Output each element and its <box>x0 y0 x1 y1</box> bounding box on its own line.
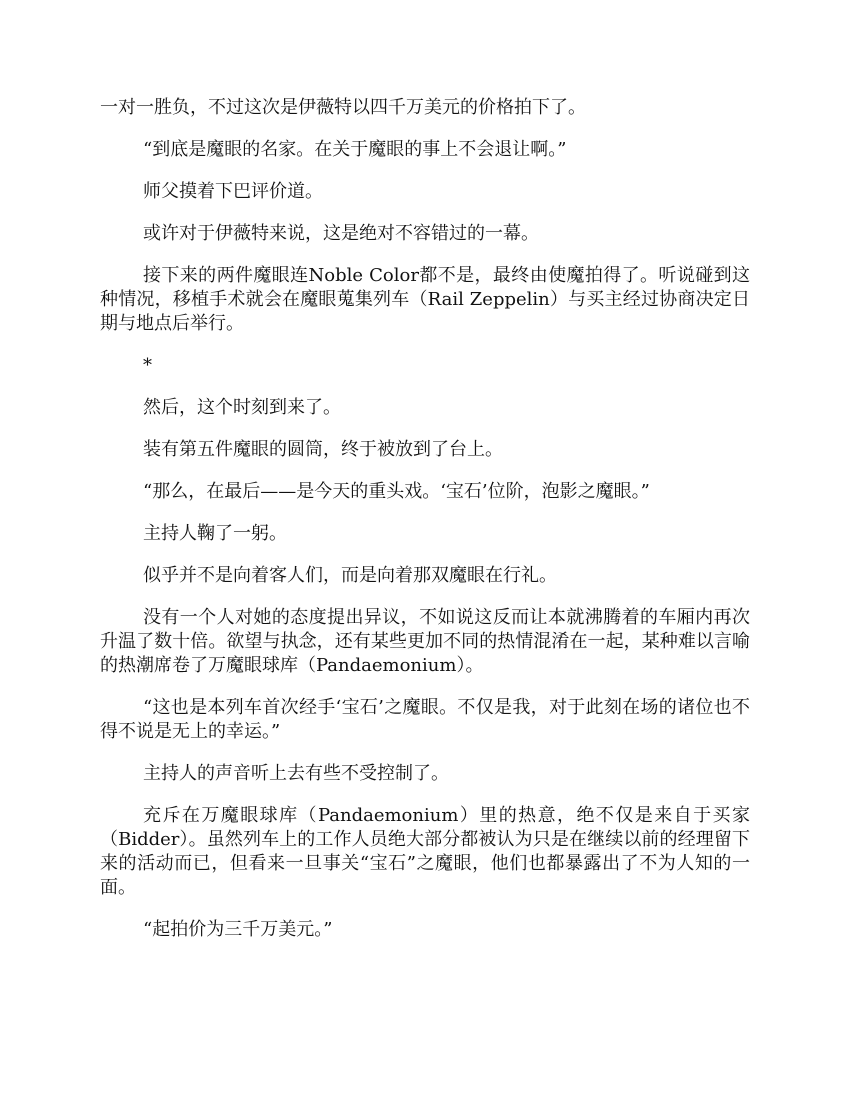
paragraph-15: “起拍价为三千万美元。” <box>143 919 333 940</box>
section-break: * <box>143 355 152 376</box>
paragraph-9: 主持人鞠了一躬。 <box>143 523 287 544</box>
paragraph-2: “到底是魔眼的名家。在关于魔眼的事上不会退让啊。” <box>143 139 567 160</box>
paragraph-13: 主持人的声音听上去有些不受控制了。 <box>143 763 449 784</box>
paragraph-12: “这也是本列车首次经手‘宝石’之魔眼。不仅是我，对于此刻在场的诸位也不得不说是无上的幸运。” <box>100 697 750 742</box>
paragraph-4: 或许对于伊薇特来说，这是绝对不容错过的一幕。 <box>143 223 539 244</box>
paragraph-3: 师父摸着下巴评价道。 <box>143 181 323 202</box>
paragraph-8: “那么，在最后——是今天的重头戏。‘宝石’位阶，泡影之魔眼。” <box>143 481 650 502</box>
document-page <box>100 96 750 942</box>
paragraph-6: 然后，这个时刻到来了。 <box>143 397 341 418</box>
paragraph-5: 接下来的两件魔眼连Noble Color都不是，最终由使魔拍得了。听说碰到这种情况，移植手术就会在魔眼蒐集列车（Rail Zeppelin）与买主经过协商决定日期与地点后举行。 <box>100 265 750 334</box>
paragraph-1: 一对一胜负，不过这次是伊薇特以四千万美元的价格拍下了。 <box>100 97 586 118</box>
paragraph-14: 充斥在万魔眼球库（Pandaemonium）里的热意，绝不仅是来自于买家（Bidder）。虽然列车上的工作人员绝大部分都被认为只是在继续以前的经理留下来的活动而已，但看来一旦事关“宝石”之魔眼，他们也都暴露出了不为人知的一面。 <box>100 805 750 898</box>
paragraph-11: 没有一个人对她的态度提出异议，不如说这反而让本就沸腾着的车厢内再次升温了数十倍。欲望与执念，还有某些更加不同的热情混淆在一起，某种难以言喻的热潮席卷了万魔眼球库（Pandaemonium）。 <box>100 607 750 676</box>
paragraph-7: 装有第五件魔眼的圆筒，终于被放到了台上。 <box>143 439 503 460</box>
paragraph-10: 似乎并不是向着客人们，而是向着那双魔眼在行礼。 <box>143 565 557 586</box>
